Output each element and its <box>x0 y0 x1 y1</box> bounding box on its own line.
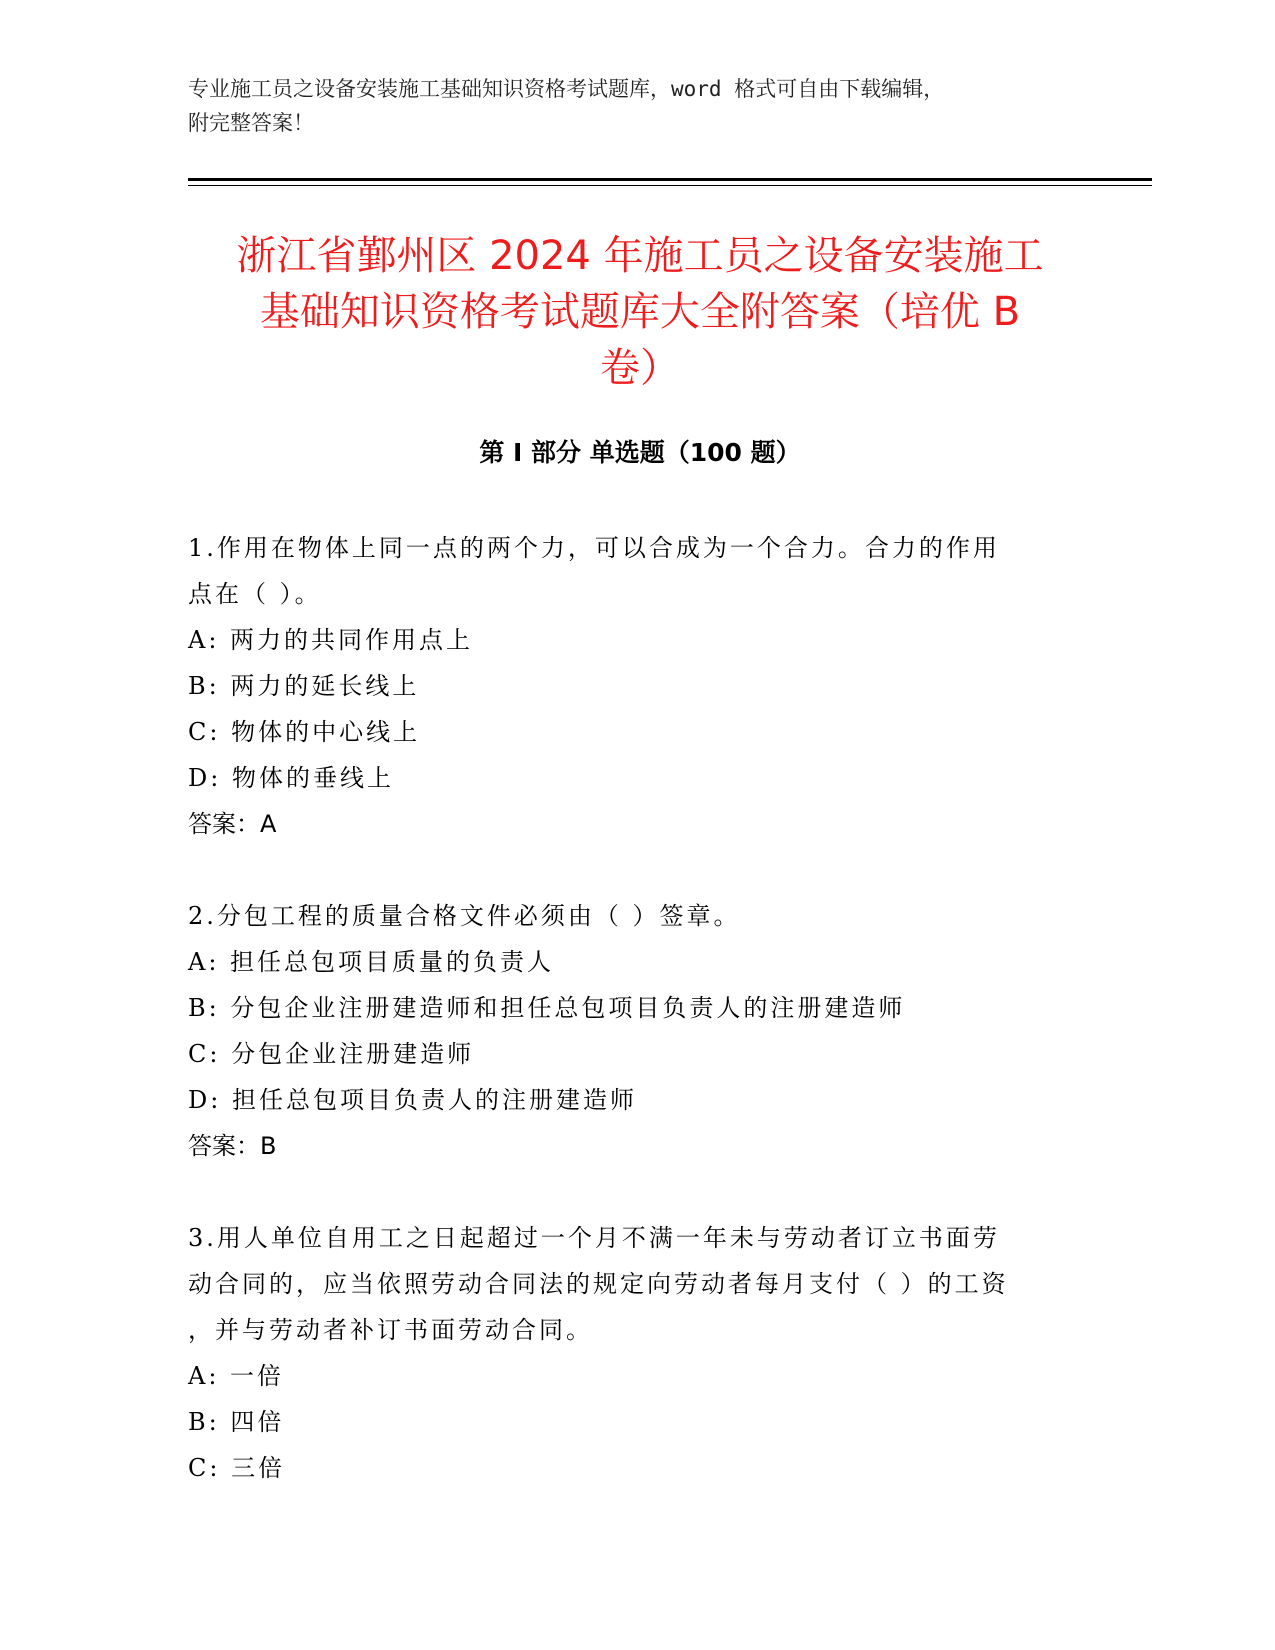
header-note <box>188 72 1088 140</box>
option-b: B: 两力的延长线上 <box>188 672 420 700</box>
option-d: D: 担任总包项目负责人的注册建造师 <box>188 1086 637 1114</box>
question-stem: 1.作用在物体上同一点的两个力，可以合成为一个合力。合力的作用 <box>188 534 1000 562</box>
option-c: C: 物体的中心线上 <box>188 718 421 746</box>
option-a: A: 一倍 <box>188 1362 285 1390</box>
option-c: C: 分包企业注册建造师 <box>188 1040 475 1068</box>
title-line-1: 浙江省鄞州区 2024 年施工员之设备安装施工 <box>236 233 1044 279</box>
title-line-2: 基础知识资格考试题库大全附答案（培优 B <box>259 289 1021 335</box>
title-line-3: 卷） <box>600 345 680 391</box>
question-2 <box>188 893 1088 1169</box>
option-a: A: 担任总包项目质量的负责人 <box>188 948 555 976</box>
question-stem: ，并与劳动者补订书面劳动合同。 <box>188 1316 593 1344</box>
option-b: B: 四倍 <box>188 1408 285 1436</box>
question-stem: 点在（ ）。 <box>188 580 322 608</box>
document-title <box>160 228 1120 396</box>
option-c: C: 三倍 <box>188 1454 286 1482</box>
header-divider-thin <box>188 185 1152 186</box>
question-3 <box>188 1215 1088 1491</box>
option-a: A: 两力的共同作用点上 <box>188 626 474 654</box>
section-title: 第 I 部分 单选题（100 题） <box>479 438 801 467</box>
answer: 答案：B <box>188 1132 277 1160</box>
question-1 <box>188 525 1088 847</box>
header-note-line-2: 附完整答案！ <box>188 111 314 135</box>
header-divider-thick <box>188 178 1152 181</box>
question-stem: 3.用人单位自用工之日起超过一个月不满一年未与劳动者订立书面劳 <box>188 1224 1000 1252</box>
answer: 答案：A <box>188 810 277 838</box>
question-stem: 动合同的，应当依照劳动合同法的规定向劳动者每月支付（ ）的工资 <box>188 1270 1009 1298</box>
question-list <box>188 525 1088 1537</box>
header-note-line-1: 专业施工员之设备安装施工基础知识资格考试题库，word 格式可自由下载编辑， <box>188 77 945 101</box>
question-stem: 2.分包工程的质量合格文件必须由（ ）签章。 <box>188 902 741 930</box>
option-b: B: 分包企业注册建造师和担任总包项目负责人的注册建造师 <box>188 994 906 1022</box>
option-d: D: 物体的垂线上 <box>188 764 394 792</box>
